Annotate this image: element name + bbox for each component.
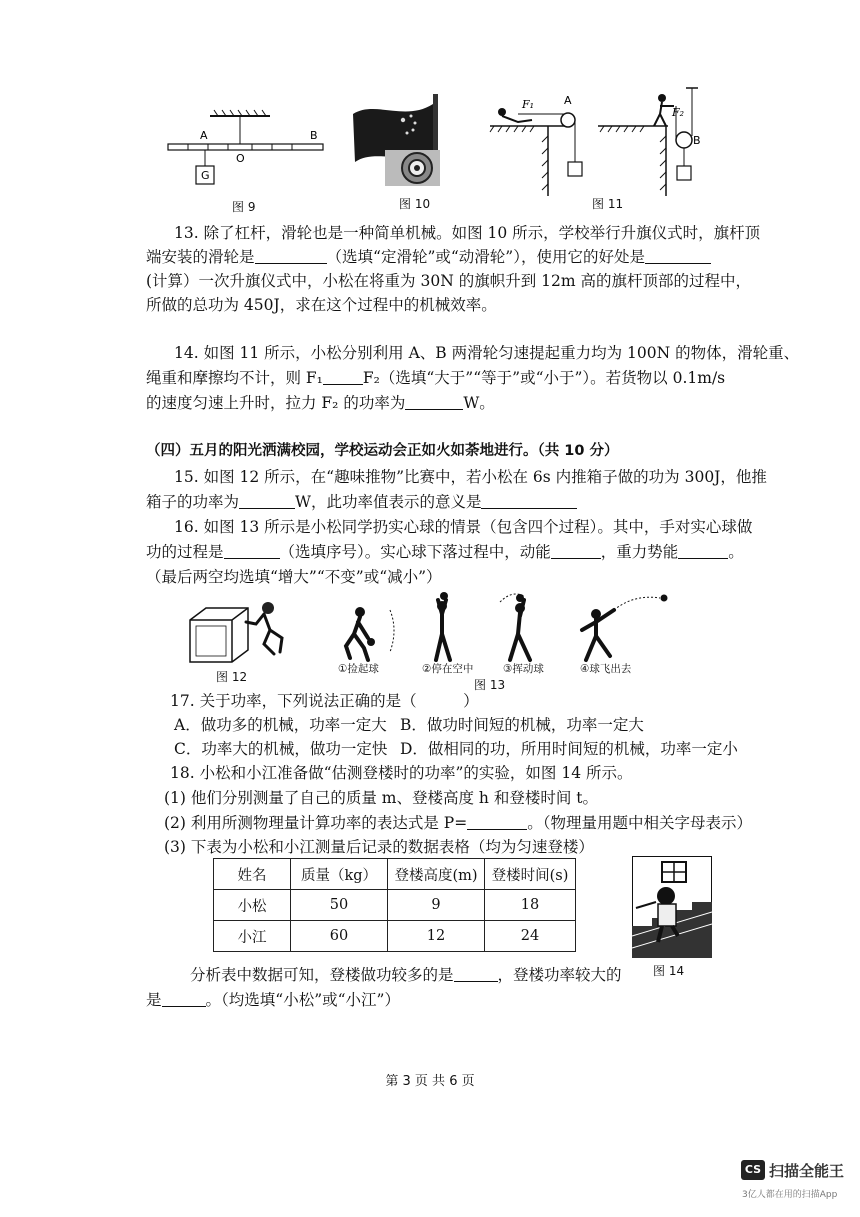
q17-stem: 17. 关于功率，下列说法正确的是（ ） bbox=[170, 692, 479, 710]
fig11-label-b: B bbox=[693, 134, 701, 147]
q18-analysis-text-d: 。（均选填“小松”或“小江”） bbox=[205, 991, 400, 1009]
table-cell: 50 bbox=[291, 890, 388, 921]
figure-9-lever bbox=[160, 108, 330, 193]
table-cell: 9 bbox=[388, 890, 485, 921]
q16-text-d: 。 bbox=[728, 543, 744, 561]
figure-13-caption: 图 13 bbox=[474, 678, 506, 692]
figure-10-flag-photo bbox=[345, 92, 455, 187]
figure-10-caption: 图 10 bbox=[399, 197, 431, 211]
q16-blank-process[interactable] bbox=[224, 544, 280, 559]
q18-text-a: (2) 利用所测物理量计算功率的表达式是 P= bbox=[164, 814, 468, 832]
q14-text-c: 的速度匀速上升时，拉力 F₂ 的功率为 bbox=[146, 394, 406, 412]
table-cell: 60 bbox=[291, 921, 388, 952]
q15-blank-power[interactable] bbox=[239, 494, 295, 509]
table-cell: 12 bbox=[388, 921, 485, 952]
fig9-label-g: G bbox=[201, 169, 210, 182]
figure-12-caption: 图 12 bbox=[216, 670, 248, 684]
q14-blank-compare[interactable] bbox=[323, 370, 363, 385]
fig13-item-1: ①捡起球 bbox=[338, 663, 379, 675]
table-header-cell: 登楼高度(m) bbox=[388, 859, 485, 890]
q16-blank-kinetic[interactable] bbox=[551, 544, 601, 559]
q18-analysis-text-c: 是 bbox=[146, 991, 162, 1009]
q13-text-b: （选填“定滑轮”或“动滑轮”），使用它的好处是 bbox=[326, 248, 645, 266]
figure-11-caption: 图 11 bbox=[592, 197, 624, 211]
q18-blank-formula[interactable] bbox=[467, 815, 527, 830]
fig9-label-b: B bbox=[310, 129, 318, 142]
page-number: 第 3 页 共 6 页 bbox=[385, 1074, 475, 1089]
scanner-app-tagline: 3亿人都在用的扫描App bbox=[742, 1190, 838, 1200]
figure-9-caption: 图 9 bbox=[232, 200, 256, 214]
q16-blank-potential[interactable] bbox=[678, 544, 728, 559]
q15-line-1: 15. 如图 12 所示，在“趣味推物”比赛中，若小松在 6s 内推箱子做的功为 300J，他推 bbox=[174, 468, 767, 486]
q14-line-3 bbox=[146, 392, 495, 414]
q14-text-b: F₂（选填“大于”“等于”或“小于”）。若货物以 0.1m/s bbox=[362, 369, 726, 387]
q14-line-2 bbox=[146, 367, 725, 389]
q16-text-b: （选填序号）。实心球下落过程中，动能 bbox=[279, 543, 551, 561]
table-cell: 小江 bbox=[214, 921, 291, 952]
q18-stem: 18. 小松和小江准备做“估测登楼时的功率”的实验，如图 14 所示。 bbox=[170, 764, 633, 782]
section-4-title: （四）五月的阳光洒满校园，学校运动会正如火如荼地进行。（共 10 分） bbox=[146, 443, 619, 459]
q17-option-b[interactable]: B．做功时间短的机械，功率一定大 bbox=[400, 716, 644, 734]
table-row bbox=[214, 890, 576, 921]
q15-text-a: 箱子的功率为 bbox=[146, 493, 240, 511]
q13-line-3: (计算）一次升旗仪式中，小松在将重为 30N 的旗帜升到 12m 高的旗杆顶部的过程中， bbox=[146, 272, 751, 290]
q17-option-d[interactable]: D．做相同的功，所用时间短的机械，功率一定小 bbox=[400, 740, 738, 758]
table-header-cell: 姓名 bbox=[214, 859, 291, 890]
q13-blank-pulley-type[interactable] bbox=[255, 249, 327, 264]
q17-option-a[interactable]: A．做功多的机械，功率一定大 bbox=[174, 716, 387, 734]
q13-line-1: 13. 除了杠杆，滑轮也是一种简单机械。如图 10 所示，学校举行升旗仪式时，旗杆顶 bbox=[174, 224, 761, 242]
fig11-label-f1: F₁ bbox=[522, 98, 535, 111]
q14-line-1: 14. 如图 11 所示，小松分别利用 A、B 两滑轮匀速提起重力均为 100N 的物体，滑轮重、 bbox=[174, 344, 800, 362]
table-cell: 24 bbox=[485, 921, 576, 952]
scanner-app-logo: CS bbox=[741, 1160, 765, 1180]
fig9-label-o: O bbox=[236, 152, 245, 165]
figure-14-stairs-photo bbox=[632, 856, 712, 958]
q16-line-3: （最后两空均选填“增大”“不变”或“减小”） bbox=[146, 568, 442, 586]
q16-text-a: 功的过程是 bbox=[146, 543, 224, 561]
q18-analysis-text-b: ，登楼功率较大的 bbox=[497, 966, 622, 984]
q18-blank-more-work[interactable] bbox=[454, 967, 498, 982]
q18-part-3: (3) 下表为小松和小江测量后记录的数据表格（均为匀速登楼） bbox=[164, 838, 594, 856]
table-header-cell: 质量（kg） bbox=[291, 859, 388, 890]
q14-blank-power[interactable] bbox=[405, 395, 463, 410]
table-header-row bbox=[214, 859, 576, 890]
q15-line-2 bbox=[146, 491, 577, 513]
q15-blank-meaning[interactable] bbox=[481, 494, 577, 509]
q18-part-2 bbox=[164, 812, 752, 834]
fig13-item-3: ③挥动球 bbox=[503, 663, 544, 675]
q16-line-2 bbox=[146, 541, 744, 563]
figure-12-push-box bbox=[186, 598, 296, 670]
q18-blank-more-power[interactable] bbox=[162, 992, 206, 1007]
fig9-label-a: A bbox=[200, 129, 208, 142]
q15-text-b: W，此功率值表示的意义是 bbox=[295, 493, 482, 511]
table-row bbox=[214, 921, 576, 952]
table-cell: 小松 bbox=[214, 890, 291, 921]
q13-line-2 bbox=[146, 246, 711, 268]
q16-text-c: ，重力势能 bbox=[600, 543, 679, 561]
scanner-app-name: 扫描全能王 bbox=[769, 1162, 845, 1180]
table-cell: 18 bbox=[485, 890, 576, 921]
q13-text-a: 端安装的滑轮是 bbox=[146, 248, 255, 266]
q18-data-table bbox=[213, 858, 576, 952]
q14-text-a: 绳重和摩擦均不计，则 F₁ bbox=[146, 369, 323, 387]
q18-part-1: (1) 他们分别测量了自己的质量 m、登楼高度 h 和登楼时间 t。 bbox=[164, 789, 599, 807]
figure-14-caption: 图 14 bbox=[653, 964, 685, 978]
fig11-label-a: A bbox=[564, 94, 572, 107]
figure-13-throw-sequence bbox=[334, 590, 674, 670]
q18-text-b: 。（物理量用题中相关字母表示） bbox=[527, 814, 752, 832]
fig13-item-4: ④球飞出去 bbox=[580, 663, 632, 675]
figure-11-pulleys bbox=[488, 86, 708, 198]
q13-blank-benefit[interactable] bbox=[645, 249, 711, 264]
table-header-cell: 登楼时间(s) bbox=[485, 859, 576, 890]
q14-text-d: W。 bbox=[463, 394, 495, 412]
fig13-item-2: ②停在空中 bbox=[422, 663, 474, 675]
q18-analysis-line-2 bbox=[146, 989, 400, 1011]
q16-line-1: 16. 如图 13 所示是小松同学扔实心球的情景（包含四个过程）。其中，手对实心球做 bbox=[174, 518, 753, 536]
fig11-label-f2: F₂ bbox=[672, 106, 685, 119]
q18-analysis-text-a: 分析表中数据可知，登楼做功较多的是 bbox=[190, 966, 454, 984]
q18-analysis-line-1 bbox=[190, 964, 622, 986]
q13-line-4: 所做的总功为 450J，求在这个过程中的机械效率。 bbox=[146, 296, 497, 314]
q17-option-c[interactable]: C．功率大的机械，做功一定快 bbox=[174, 740, 388, 758]
